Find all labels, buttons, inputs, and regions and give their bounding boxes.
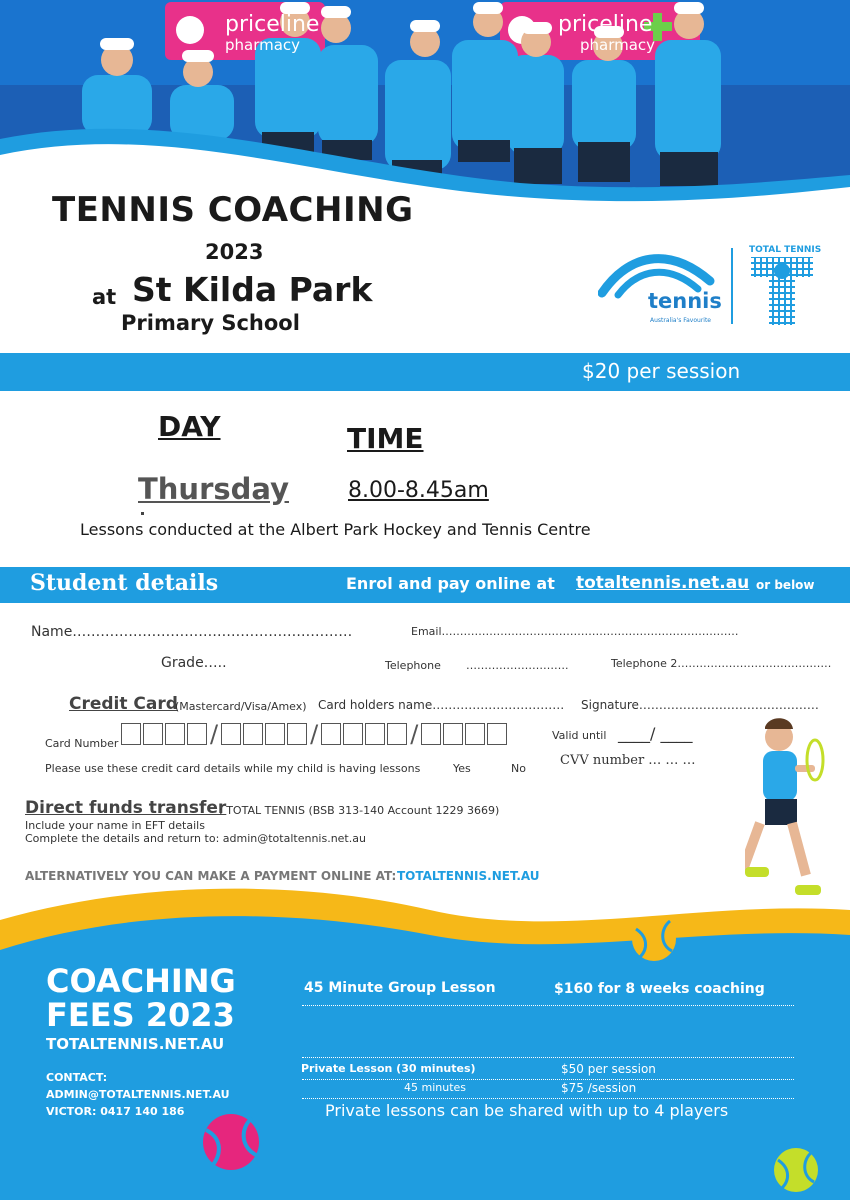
page-title: TENNIS COACHING (52, 190, 414, 230)
fee-divider (302, 1079, 794, 1080)
credit-card-title: Credit Card (69, 694, 178, 714)
lesson-time: 8.00-8.45am (348, 478, 489, 503)
banner-left-text: priceline (225, 12, 320, 37)
grade-field[interactable]: Grade….. (161, 655, 227, 671)
total-tennis-t-icon (749, 257, 815, 325)
private-30-label: Private Lesson (30 minutes) (301, 1062, 476, 1075)
year: 2023 (205, 240, 264, 264)
contact-email[interactable]: ADMIN@TOTALTENNIS.NET.AU (46, 1088, 230, 1101)
private-45-price: $75 /session (561, 1081, 637, 1095)
fee-divider (302, 1098, 794, 1099)
card-digit-box[interactable] (187, 723, 207, 745)
consent-no[interactable]: No (511, 762, 526, 775)
enrol-text: Enrol and pay online at (346, 574, 555, 593)
valid-until-label: Valid until (552, 729, 607, 742)
bullet-dot (141, 512, 144, 515)
fee-divider (302, 1005, 794, 1006)
student-details-title: Student details (30, 570, 219, 596)
card-digit-box[interactable] (221, 723, 241, 745)
card-digit-box[interactable] (387, 723, 407, 745)
fees-heading-line1: COACHING (46, 962, 236, 1000)
direct-transfer-note: Include your name in EFT details (25, 819, 205, 832)
enrol-link[interactable]: totaltennis.net.au (576, 573, 750, 593)
contact-label: CONTACT: (46, 1071, 108, 1084)
card-digit-box[interactable] (143, 723, 163, 745)
direct-transfer-details: : TOTAL TENNIS (BSB 313-140 Account 1229 3669) (219, 804, 500, 817)
banner-left-subtext: pharmacy (225, 36, 301, 54)
fees-contact (46, 1069, 230, 1120)
time-heading: TIME (347, 422, 424, 455)
card-digit-box[interactable] (121, 723, 141, 745)
yellow-ball-icon (630, 915, 678, 963)
alternative-payment-text: ALTERNATIVELY YOU CAN MAKE A PAYMENT ONLINE AT: (25, 869, 397, 883)
card-separator: / (310, 720, 319, 748)
card-digit-box[interactable] (343, 723, 363, 745)
day-heading: DAY (158, 410, 221, 443)
price-per-session: $20 per session (582, 359, 741, 383)
valid-until-field[interactable]: ____/ ____ (618, 724, 693, 743)
lime-ball-icon (772, 1146, 820, 1194)
card-separator: / (210, 720, 219, 748)
direct-transfer-return: Complete the details and return to: admin@totaltennis.net.au (25, 832, 366, 845)
group-lesson-label: 45 Minute Group Lesson (304, 980, 496, 996)
fees-website[interactable]: TOTALTENNIS.NET.AU (46, 1035, 225, 1053)
direct-transfer-title: Direct funds transfer (25, 798, 227, 818)
card-digit-box[interactable] (243, 723, 263, 745)
shared-lesson-note: Private lessons can be shared with up to 4 players (325, 1101, 729, 1120)
total-tennis-logo-text: TOTAL TENNIS (749, 245, 822, 255)
venue-subtitle: Primary School (121, 311, 300, 335)
tennis-australia-logo (598, 245, 722, 327)
name-field[interactable]: Name…………………………………………………… (31, 624, 353, 640)
credit-card-types: (Mastercard/Visa/Amex) (175, 700, 307, 713)
card-number-input[interactable] (121, 720, 509, 748)
card-digit-box[interactable] (421, 723, 441, 745)
cvv-field[interactable]: CVV number … … … (560, 753, 696, 768)
lesson-day: Thursday (138, 472, 289, 506)
card-digit-box[interactable] (365, 723, 385, 745)
logo-divider (731, 248, 733, 324)
group-lesson-price: $160 for 8 weeks coaching (554, 981, 765, 997)
contact-phone: VICTOR: 0417 140 186 (46, 1105, 185, 1118)
card-digit-box[interactable] (465, 723, 485, 745)
alternative-payment-link[interactable]: TOTALTENNIS.NET.AU (397, 869, 540, 883)
private-45-label: 45 minutes (404, 1081, 467, 1094)
location-note: Lessons conducted at the Albert Park Hockey and Tennis Centre (80, 520, 591, 539)
card-digit-box[interactable] (287, 723, 307, 745)
signature-field[interactable]: Signature……………………………………… (581, 698, 819, 712)
consent-yes[interactable]: Yes (453, 762, 471, 775)
banner-right-subtext: pharmacy (580, 36, 656, 54)
telephone2-field[interactable]: Telephone 2…………………………………… (611, 657, 832, 670)
total-tennis-logo (749, 245, 822, 325)
card-digit-box[interactable] (165, 723, 185, 745)
card-digit-box[interactable] (443, 723, 463, 745)
card-digit-box[interactable] (321, 723, 341, 745)
fees-heading-line2: FEES 2023 (46, 996, 235, 1034)
banner-right-text: priceline (558, 12, 653, 37)
private-30-price: $50 per session (561, 1062, 656, 1076)
venue-prefix: at (92, 285, 117, 309)
consent-text: Please use these credit card details while my child is having lessons (45, 762, 421, 775)
venue-name: St Kilda Park (132, 270, 373, 309)
card-number-label: Card Number (45, 737, 119, 750)
telephone-label: Telephone (385, 659, 441, 672)
telephone-field[interactable]: ………………………. (466, 659, 569, 672)
fee-divider (302, 1057, 794, 1058)
tennis-logo-word: tennis (648, 289, 722, 313)
tennis-swoosh-icon (598, 245, 718, 327)
card-separator: / (410, 720, 419, 748)
email-field[interactable]: Email……………………………………………………………………… (411, 625, 739, 638)
card-digit-box[interactable] (265, 723, 285, 745)
card-holder-field[interactable]: Card holders name…………………………… (318, 698, 565, 712)
enrol-suffix: or below (756, 578, 815, 592)
tennis-logo-tagline: Australia's Favourite (650, 317, 712, 324)
card-digit-box[interactable] (487, 723, 507, 745)
